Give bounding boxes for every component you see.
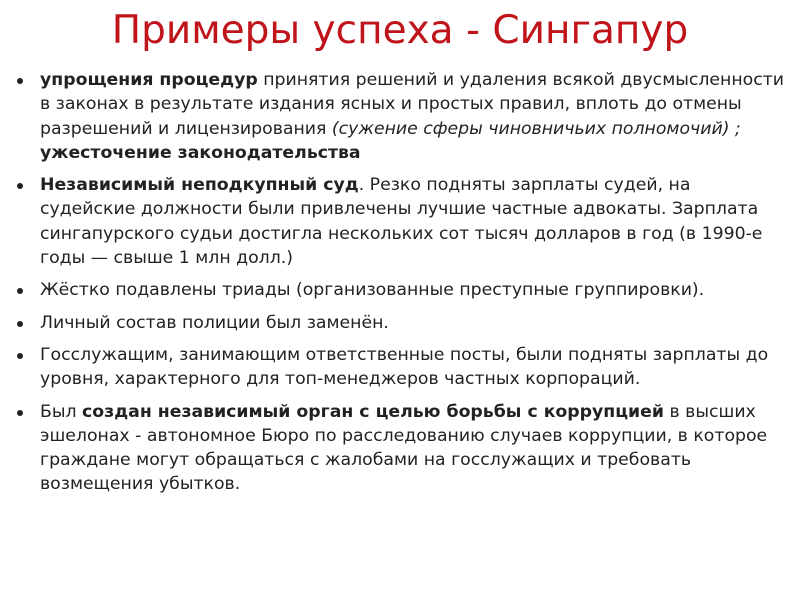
bullet-list <box>14 68 790 505</box>
bullet-text-bold: создан независимый орган с целью борьбы с коррупцией <box>82 401 664 422</box>
slide-title: Примеры успеха - Сингапур <box>111 8 689 53</box>
bullet-text-bold: ужесточение законодательства <box>40 142 361 163</box>
bullet-text-bold: упрощения процедур <box>40 70 258 90</box>
bullet-text: Жёстко подавлены триады (организованные преступные группировки). <box>40 280 705 301</box>
bullet-text: принятия решений и удаления всякой двусмысленности в законах в результате издания ясных и простых правил, вплоть до отмены разрешений и лицензирования <box>40 70 785 139</box>
bullet-item <box>14 68 790 165</box>
bullet-text-italic: (сужение сферы чиновничьих полномочий) ; <box>331 118 741 139</box>
bullet-item <box>14 343 790 392</box>
bullet-text: Личный состав полиции был заменён. <box>40 312 389 333</box>
bullet-item <box>14 278 790 302</box>
bullet-text: Был <box>40 401 83 422</box>
bullet-item <box>14 400 790 497</box>
bullet-text: в высших эшелонах - автономное Бюро по расследованию случаев коррупции, в которое граждане могут обращаться с жалобами на госслужащих и требовать возмещения убытков. <box>40 401 768 495</box>
bullet-text-bold: Независимый неподкупный суд <box>40 175 359 196</box>
bullet-text: Госслужащим, занимающим ответственные посты, были подняты зарплаты до уровня, характерного для топ-менеджеров частных корпораций. <box>40 344 769 390</box>
bullet-item <box>14 173 790 270</box>
bullet-item <box>14 311 790 335</box>
bullet-text: . Резко подняты зарплаты судей, на судейские должности были привлечены лучшие частные адвокаты. Зарплата сингапурского судьи достигла нескольких сот тысяч долларов в год (в 1990-е годы — свыше 1 млн долл.) <box>40 175 763 269</box>
